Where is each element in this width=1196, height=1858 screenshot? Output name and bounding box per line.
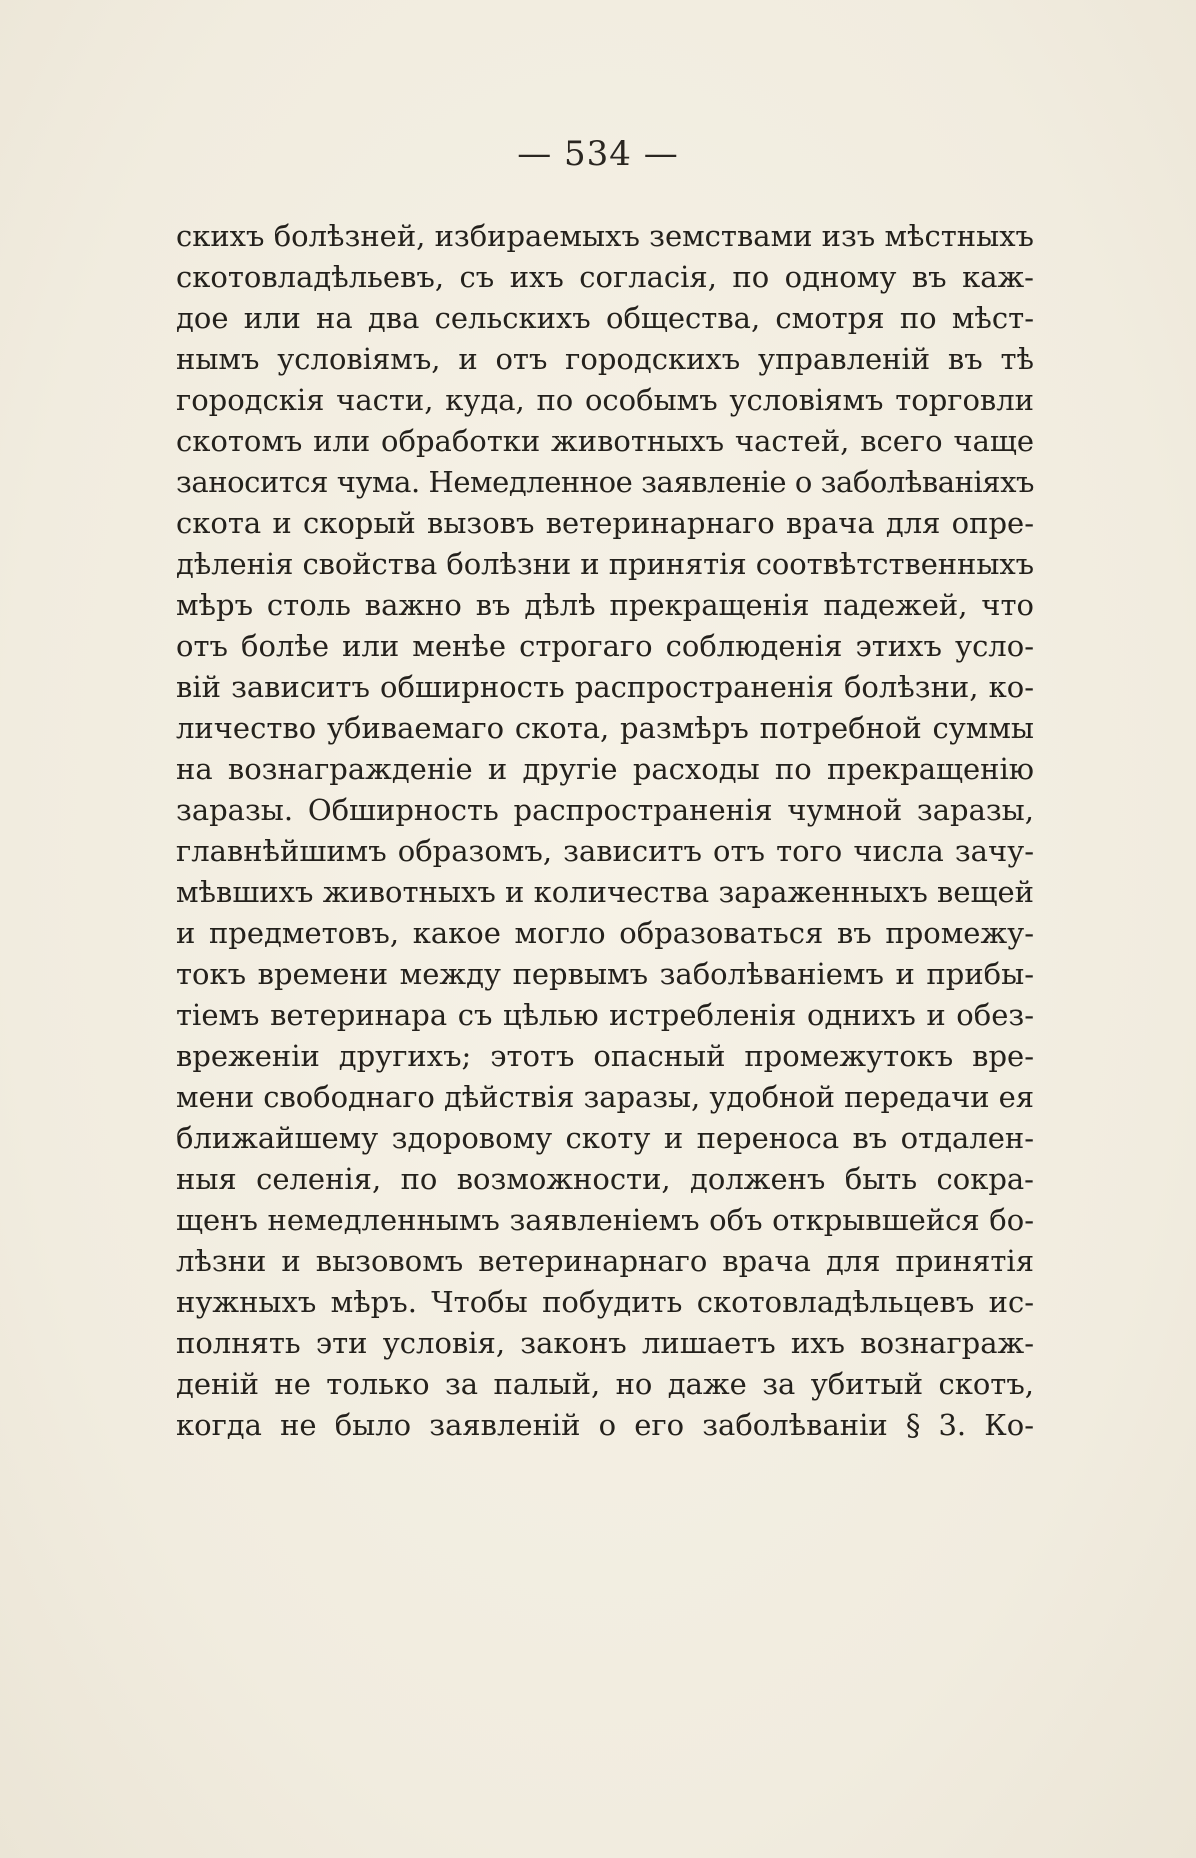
text-line: дѣленія свойства болѣзни и принятія соотвѣтственныхъ [176,547,1034,581]
text-line: заносится чума. Немедленное заявленіе о заболѣваніяхъ [176,465,1034,499]
text-line: отъ болѣе или менѣе строгаго соблюденія этихъ усло- [176,629,1034,663]
text-line: мѣръ столь важно въ дѣлѣ прекращенія падежей, что [176,588,1034,622]
text-line: тіемъ ветеринара съ цѣлью истребленія однихъ и обез- [176,998,1034,1032]
text-line: мѣвшихъ животныхъ и количества зараженныхъ вещей [176,875,1034,909]
text-line: нымъ условіямъ, и отъ городскихъ управленій въ тѣ [176,342,1034,376]
text-line: личество убиваемаго скота, размѣръ потребной суммы [176,711,1034,745]
text-line: главнѣйшимъ образомъ, зависитъ отъ того числа зачу- [176,834,1034,868]
text-line: когда не было заявленій о его заболѣваніи § 3. Ко- [176,1408,1034,1442]
text-line: вій зависитъ обширность распространенія болѣзни, ко- [176,670,1034,704]
text-line: ныя селенія, по возможности, долженъ быть сокра- [176,1162,1034,1196]
page-number: — 534 — [517,134,679,174]
text-line: деній не только за палый, но даже за убитый скотъ, [176,1367,1034,1401]
text-line: токъ времени между первымъ заболѣваніемъ и прибы- [176,957,1034,991]
text-line: лѣзни и вызовомъ ветеринарнаго врача для принятія [176,1244,1034,1278]
text-line: щенъ немедленнымъ заявленіемъ объ открывшейся бо- [176,1203,1034,1237]
text-line: дое или на два сельскихъ общества, смотря по мѣст- [176,301,1034,335]
body-text [176,216,1120,1446]
text-line: скотомъ или обработки животныхъ частей, всего чаще [176,424,1034,458]
text-line: полнять эти условія, законъ лишаетъ ихъ вознаграж- [176,1326,1034,1360]
text-line: скихъ болѣзней, избираемыхъ земствами изъ мѣстныхъ [176,219,1034,253]
text-line: скота и скорый вызовъ ветеринарнаго врача для опре- [176,506,1034,540]
text-line: ближайшему здоровому скоту и переноса въ отдален- [176,1121,1034,1155]
text-line: мени свободнаго дѣйствія заразы, удобной передачи ея [176,1080,1034,1114]
text-line: на вознагражденіе и другіе расходы по прекращенію [176,752,1034,786]
text-line: и предметовъ, какое могло образоваться въ промежу- [176,916,1034,950]
text-line: вреженіи другихъ; этотъ опасный промежутокъ вре- [176,1039,1034,1073]
text-line: нужныхъ мѣръ. Чтобы побудить скотовладѣльцевъ ис- [176,1285,1034,1319]
text-line: скотовладѣльевъ, съ ихъ согласія, по одному въ каж- [176,260,1034,294]
text-line: городскія части, куда, по особымъ условіямъ торговли [176,383,1034,417]
text-line: заразы. Обширность распространенія чумной заразы, [176,793,1034,827]
